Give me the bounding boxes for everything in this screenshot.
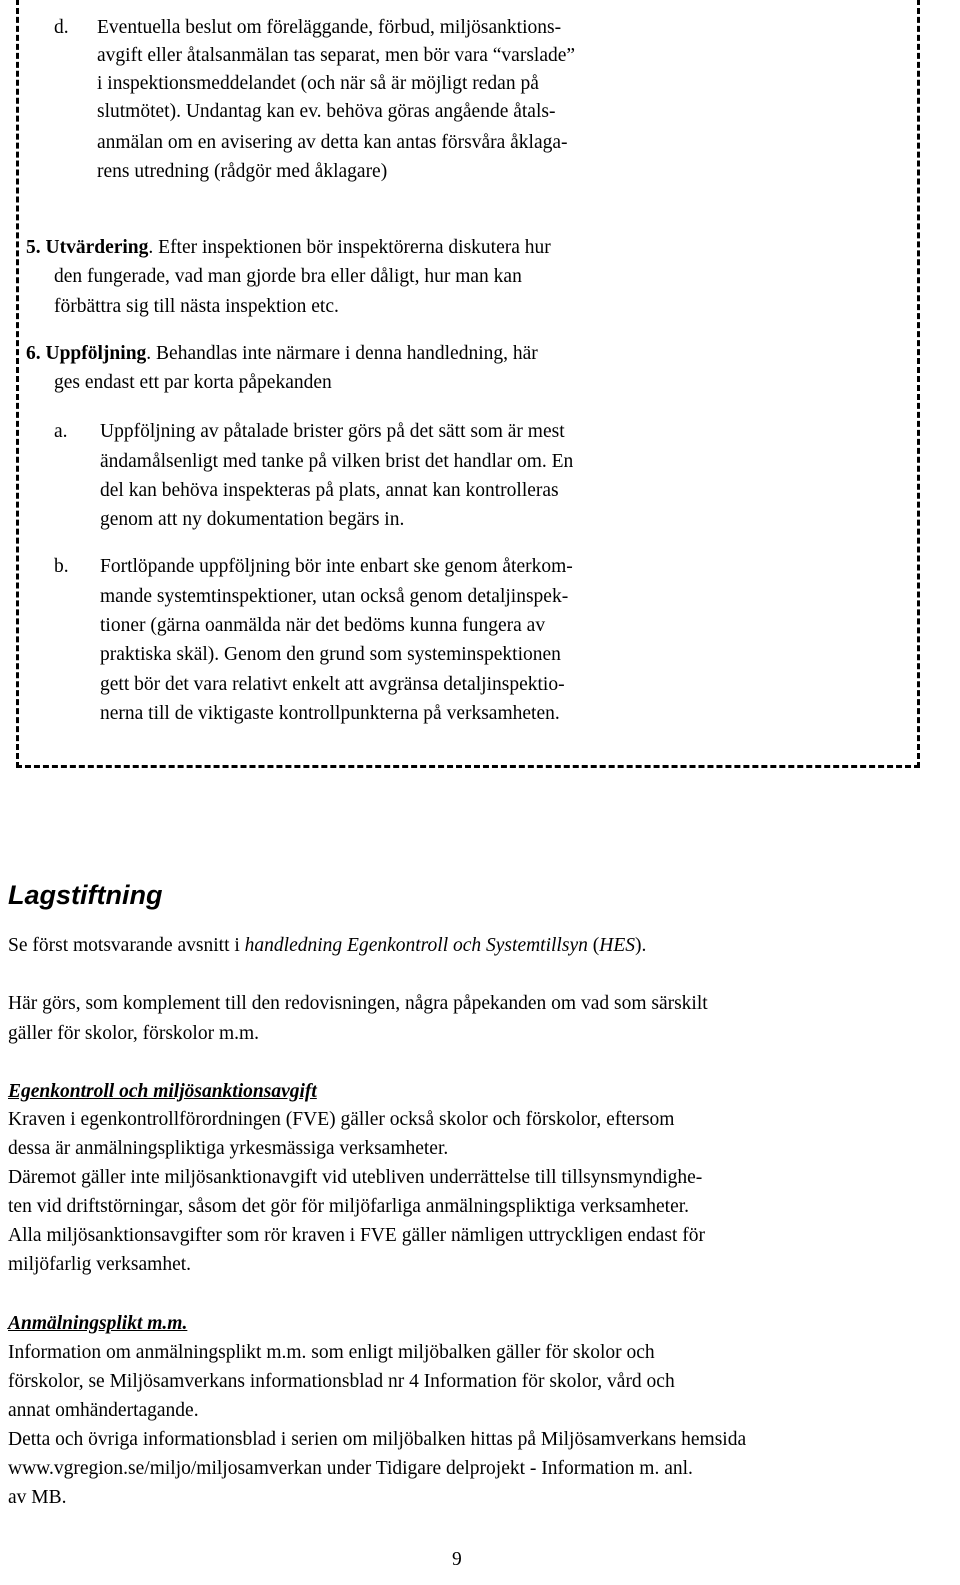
reference-abbrev: HES bbox=[599, 935, 635, 956]
section-5-number: 5. bbox=[26, 237, 41, 258]
paragraph-line: www.vgregion.se/miljo/miljosamverkan under Tidigare delprojekt - Information m. anl. bbox=[8, 1458, 693, 1479]
item-d-line: Eventuella beslut om föreläggande, förbud, miljösanktions- bbox=[97, 17, 562, 38]
section-5-title: Utvärdering bbox=[45, 237, 149, 258]
item-d-line: rens utredning (rådgör med åklagare) bbox=[97, 161, 388, 182]
item-a-line: del kan behöva inspekteras på plats, annat kan kontrolleras bbox=[100, 480, 559, 501]
item-b-line: tioner (gärna oanmälda när det bedöms kunna fungera av bbox=[100, 615, 546, 636]
item-a-line: genom att ny dokumentation begärs in. bbox=[100, 509, 405, 530]
section-6-text: . Behandlas inte närmare i denna handledning, här bbox=[146, 343, 538, 364]
item-a-line: Uppföljning av påtalade brister görs på det sätt som är mest bbox=[100, 421, 565, 442]
paragraph-line: miljöfarlig verksamhet. bbox=[8, 1254, 192, 1275]
item-d-line: slutmötet). Undantag kan ev. behöva göras angående åtals- bbox=[97, 101, 556, 122]
item-d-marker: d. bbox=[54, 17, 69, 38]
section-5-line: förbättra sig till nästa inspektion etc. bbox=[54, 296, 339, 317]
section-heading: Lagstiftning bbox=[8, 880, 163, 910]
subsection-heading: Anmälningsplikt m.m. bbox=[8, 1313, 188, 1334]
item-a-marker: a. bbox=[54, 421, 68, 442]
section-6-title: Uppföljning bbox=[45, 343, 147, 364]
section-6-line: ges endast ett par korta påpekanden bbox=[54, 372, 332, 393]
paragraph-line: Information om anmälningsplikt m.m. som enligt miljöbalken gäller för skolor och bbox=[8, 1342, 655, 1363]
item-b-line: mande systemtinspektioner, utan också genom detaljinspek- bbox=[100, 586, 569, 607]
paragraph-line: annat omhändertagande. bbox=[8, 1400, 199, 1421]
paragraph-line: ten vid driftstörningar, såsom det gör för miljöfarliga anmälningspliktiga verksamheter. bbox=[8, 1196, 690, 1217]
item-b-marker: b. bbox=[54, 556, 69, 577]
item-d-line: i inspektionsmeddelandet (och när så är möjligt redan på bbox=[97, 73, 539, 94]
paragraph-line: av MB. bbox=[8, 1487, 67, 1508]
paragraph-line: Alla miljösanktionsavgifter som rör kraven i FVE gäller nämligen uttryckligen endast för bbox=[8, 1225, 705, 1246]
item-b-line: Fortlöpande uppföljning bör inte enbart ske genom återkom- bbox=[100, 556, 573, 577]
section-5-text: . Efter inspektionen bör inspektörerna diskutera hur bbox=[148, 237, 551, 258]
item-b-line: nerna till de viktigaste kontrollpunkterna på verksamheten. bbox=[100, 703, 560, 724]
paragraph-line: Kraven i egenkontrollförordningen (FVE) gäller också skolor och förskolor, eftersom bbox=[8, 1109, 675, 1130]
section-5-heading bbox=[26, 236, 551, 260]
section-6-number: 6. bbox=[26, 343, 41, 364]
paragraph-line: förskolor, se Miljösamverkans informationsblad nr 4 Information för skolor, vård och bbox=[8, 1371, 675, 1392]
section-5-line: den fungerade, vad man gjorde bra eller dåligt, hur man kan bbox=[54, 266, 522, 287]
item-b-line: praktiska skäl). Genom den grund som systeminspektionen bbox=[100, 644, 561, 665]
paragraph-line: Här görs, som komplement till den redovisningen, några påpekanden om vad som särskilt bbox=[8, 993, 708, 1014]
section-6-heading bbox=[26, 342, 538, 366]
paragraph-line: gäller för skolor, förskolor m.m. bbox=[8, 1023, 260, 1044]
paragraph-line: Detta och övriga informationsblad i serien om miljöbalken hittas på Miljösamverkans hemsida bbox=[8, 1429, 747, 1450]
reference-title: handledning Egenkontroll och Systemtillsyn bbox=[244, 935, 588, 956]
item-b-line: gett bör det vara relativt enkelt att avgränsa detaljinspektio- bbox=[100, 674, 565, 695]
item-d-line: avgift eller åtalsanmälan tas separat, men bör vara “varslade” bbox=[97, 45, 576, 66]
paragraph-line: dessa är anmälningspliktiga yrkesmässiga verksamheter. bbox=[8, 1138, 449, 1159]
subsection-heading: Egenkontroll och miljösanktionsavgift bbox=[8, 1081, 317, 1102]
intro-paragraph: Se först motsvarande avsnitt i handledning Egenkontroll och Systemtillsyn (HES). bbox=[8, 935, 647, 956]
item-a-line: ändamålsenligt med tanke på vilken brist det handlar om. En bbox=[100, 451, 574, 472]
page-number: 9 bbox=[452, 1549, 462, 1570]
item-d-line: anmälan om en avisering av detta kan antas försvåra åklaga- bbox=[97, 132, 568, 153]
paragraph-line: Däremot gäller inte miljösanktionavgift vid utebliven underrättelse till tillsynsmyndighe- bbox=[8, 1167, 703, 1188]
